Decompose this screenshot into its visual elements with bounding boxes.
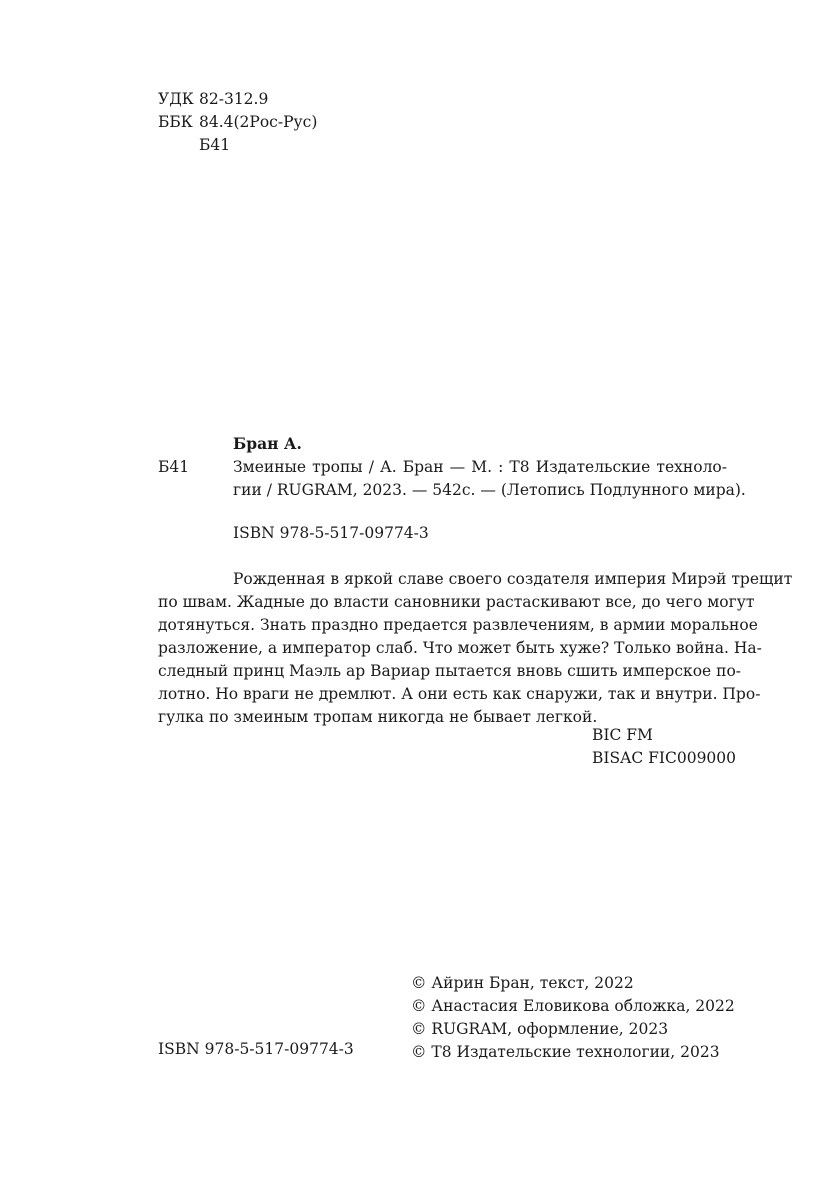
annotation-line: по швам. Жадные до власти сановники растаскивают все, до чего могут: [158, 593, 755, 611]
bic-code: BIC FM: [592, 726, 653, 744]
udk-line: [158, 88, 317, 111]
annotation-line: следный принц Маэль ар Вариар пытается вновь сшить имперское по-: [158, 662, 742, 680]
bib-line: Змеиные тропы / А. Бран — М. : Т8 Издательские техноло-: [233, 458, 727, 476]
entry-isbn: ISBN 978-5-517-09774-3: [233, 524, 429, 542]
annotation-line: дотянуться. Знать праздно предается развлечениям, в армии моральное: [158, 616, 758, 634]
annotation-line: Рожденная в яркой славе своего создателя империя Мирэй трещит: [233, 570, 793, 588]
author-heading: Бран А.: [233, 434, 302, 453]
bbk-label: ББК: [158, 113, 193, 131]
footer-isbn: ISBN 978-5-517-09774-3: [158, 1040, 354, 1058]
annotation-line: лотно. Но враги не дремлют. А они есть как снаружи, так и внутри. Про-: [158, 685, 761, 703]
bbk-line: [158, 111, 317, 134]
bib-line: гии / RUGRAM, 2023. — 542с. — (Летопись Подлунного мира).: [233, 481, 746, 499]
classification-codes: [158, 88, 317, 157]
annotation-line: гулка по змеиным тропам никогда не бывает легкой.: [158, 708, 598, 726]
cutter-code: Б41: [199, 136, 231, 154]
copyright-line: © RUGRAM, оформление, 2023: [411, 1020, 669, 1038]
bibliographic-description: [233, 456, 746, 502]
copyright-notices: [411, 972, 735, 1064]
annotation: [158, 568, 793, 729]
bisac-code: BISAC FIC009000: [592, 749, 737, 767]
annotation-line: разложение, а император слаб. Что может быть хуже? Только война. На-: [158, 639, 762, 657]
udk-value: 82-312.9: [199, 90, 269, 108]
copyright-line: © Айрин Бран, текст, 2022: [411, 974, 634, 992]
subject-codes: [592, 724, 736, 770]
udk-label: УДК: [158, 90, 194, 108]
bbk-value: 84.4(2Рос-Рус): [199, 113, 318, 131]
entry-cutter-code: Б41: [158, 458, 190, 476]
copyright-line: © Т8 Издательские технологии, 2023: [411, 1043, 720, 1061]
copyright-line: © Анастасия Еловикова обложка, 2022: [411, 997, 735, 1015]
